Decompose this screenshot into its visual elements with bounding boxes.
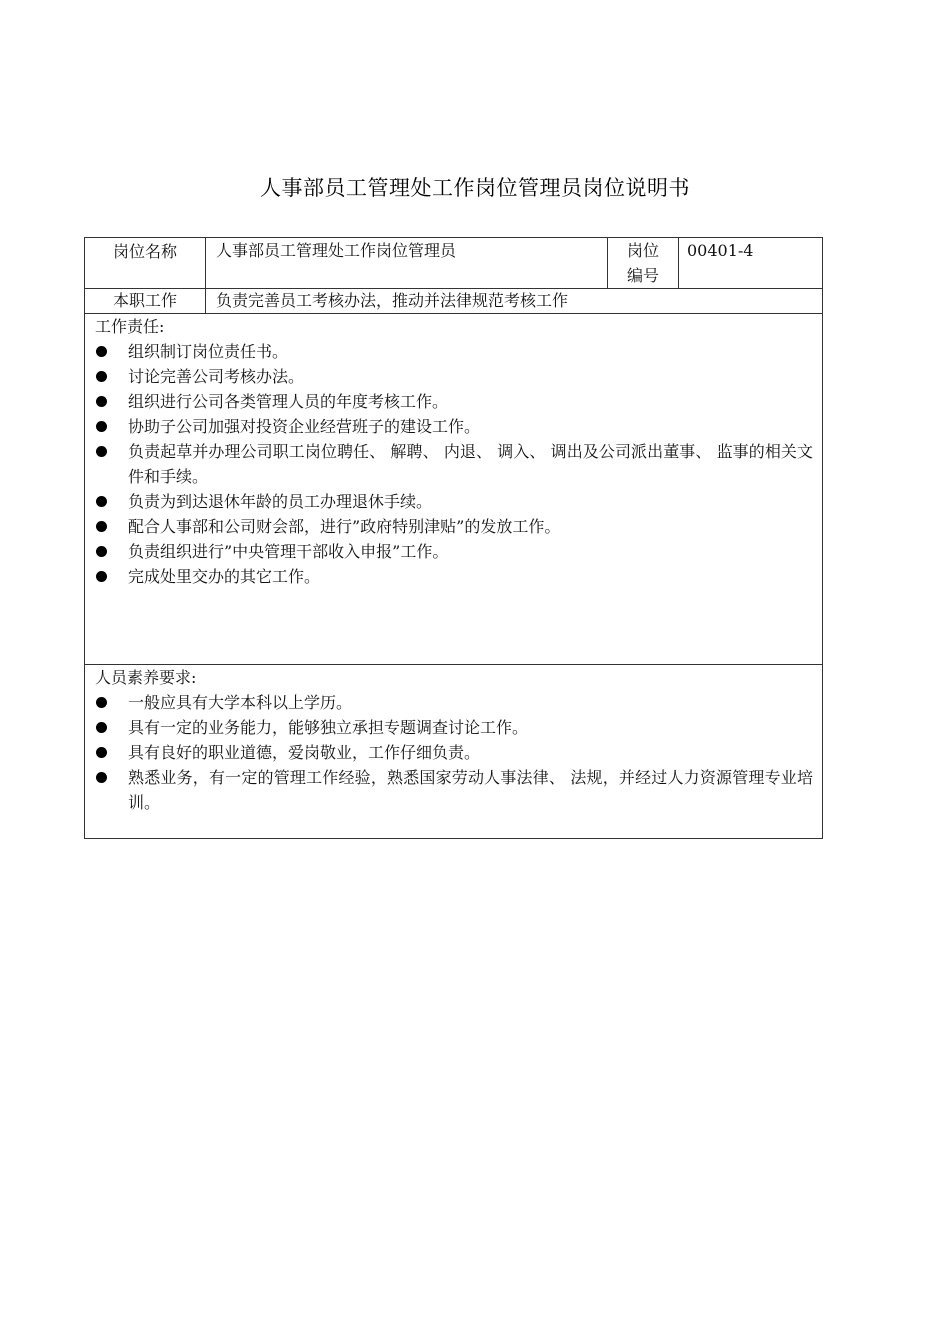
- position-code-value: 00401-4: [679, 238, 823, 289]
- position-code-label-line1: 岗位: [626, 241, 659, 260]
- bullet-icon: [96, 722, 107, 733]
- list-item-text: 组织进行公司各类管理人员的年度考核工作。: [128, 392, 449, 411]
- bullet-icon: [96, 446, 107, 457]
- position-row: [85, 238, 823, 289]
- requirements-heading: 人员素养要求:: [95, 668, 197, 687]
- list-item: [95, 514, 813, 539]
- document-title: 人事部员工管理处工作岗位管理员岗位说明书: [260, 176, 690, 200]
- bullet-icon: [96, 747, 107, 758]
- list-item: [95, 740, 813, 765]
- bullet-icon: [96, 346, 107, 357]
- bullet-icon: [96, 571, 107, 582]
- list-item: [95, 389, 813, 414]
- duty-value: 负责完善员工考核办法，推动并法律规范考核工作: [206, 289, 823, 314]
- list-item: [95, 414, 813, 439]
- requirements-row: [85, 665, 823, 839]
- list-item-text: 具有一定的业务能力，能够独立承担专题调查讨论工作。: [128, 718, 529, 737]
- list-item: [95, 564, 813, 589]
- bullet-icon: [96, 371, 107, 382]
- list-item: [95, 539, 813, 564]
- bullet-icon: [96, 521, 107, 532]
- list-item: [95, 715, 813, 740]
- responsibilities-section: [85, 314, 823, 665]
- bullet-icon: [96, 546, 107, 557]
- list-item: [95, 364, 813, 389]
- duty-row: [85, 289, 823, 314]
- responsibilities-list: [95, 339, 813, 589]
- list-item-text: 负责起草并办理公司职工岗位聘任、 解聘、 内退、 调入、 调出及公司派出董事、 监事的相关文件和手续。: [128, 442, 813, 486]
- position-code-label-line2: 编号: [626, 266, 659, 285]
- list-item-text: 组织制订岗位责任书。: [128, 342, 289, 361]
- list-item: [95, 339, 813, 364]
- list-item-text: 讨论完善公司考核办法。: [128, 367, 305, 386]
- requirements-list: [95, 690, 813, 815]
- bullet-icon: [96, 772, 107, 783]
- list-item: [95, 439, 813, 489]
- list-item: [95, 489, 813, 514]
- list-item: [95, 690, 813, 715]
- job-description-table: [84, 237, 823, 839]
- list-item-text: 熟悉业务，有一定的管理工作经验，熟悉国家劳动人事法律、 法规，并经过人力资源管理专业培训。: [128, 768, 813, 812]
- responsibilities-heading: 工作责任:: [95, 317, 165, 336]
- list-item: [95, 765, 813, 815]
- requirements-section: [85, 665, 823, 839]
- list-item-text: 负责组织进行”中央管理干部收入申报”工作。: [128, 542, 449, 561]
- list-item-text: 一般应具有大学本科以上学历。: [128, 693, 353, 712]
- list-item-text: 负责为到达退休年龄的员工办理退休手续。: [128, 492, 433, 511]
- list-item-text: 配合人事部和公司财会部，进行”政府特别津贴”的发放工作。: [128, 517, 561, 536]
- position-name-value: 人事部员工管理处工作岗位管理员: [206, 238, 608, 289]
- bullet-icon: [96, 697, 107, 708]
- bullet-icon: [96, 496, 107, 507]
- position-name-label: 岗位名称: [85, 238, 206, 289]
- list-item-text: 协助子公司加强对投资企业经营班子的建设工作。: [128, 417, 481, 436]
- bullet-icon: [96, 421, 107, 432]
- bullet-icon: [96, 396, 107, 407]
- position-code-label: [608, 238, 679, 289]
- duty-label: 本职工作: [85, 289, 206, 314]
- responsibilities-row: [85, 314, 823, 665]
- list-item-text: 完成处里交办的其它工作。: [128, 567, 321, 586]
- list-item-text: 具有良好的职业道德，爱岗敬业，工作仔细负责。: [128, 743, 481, 762]
